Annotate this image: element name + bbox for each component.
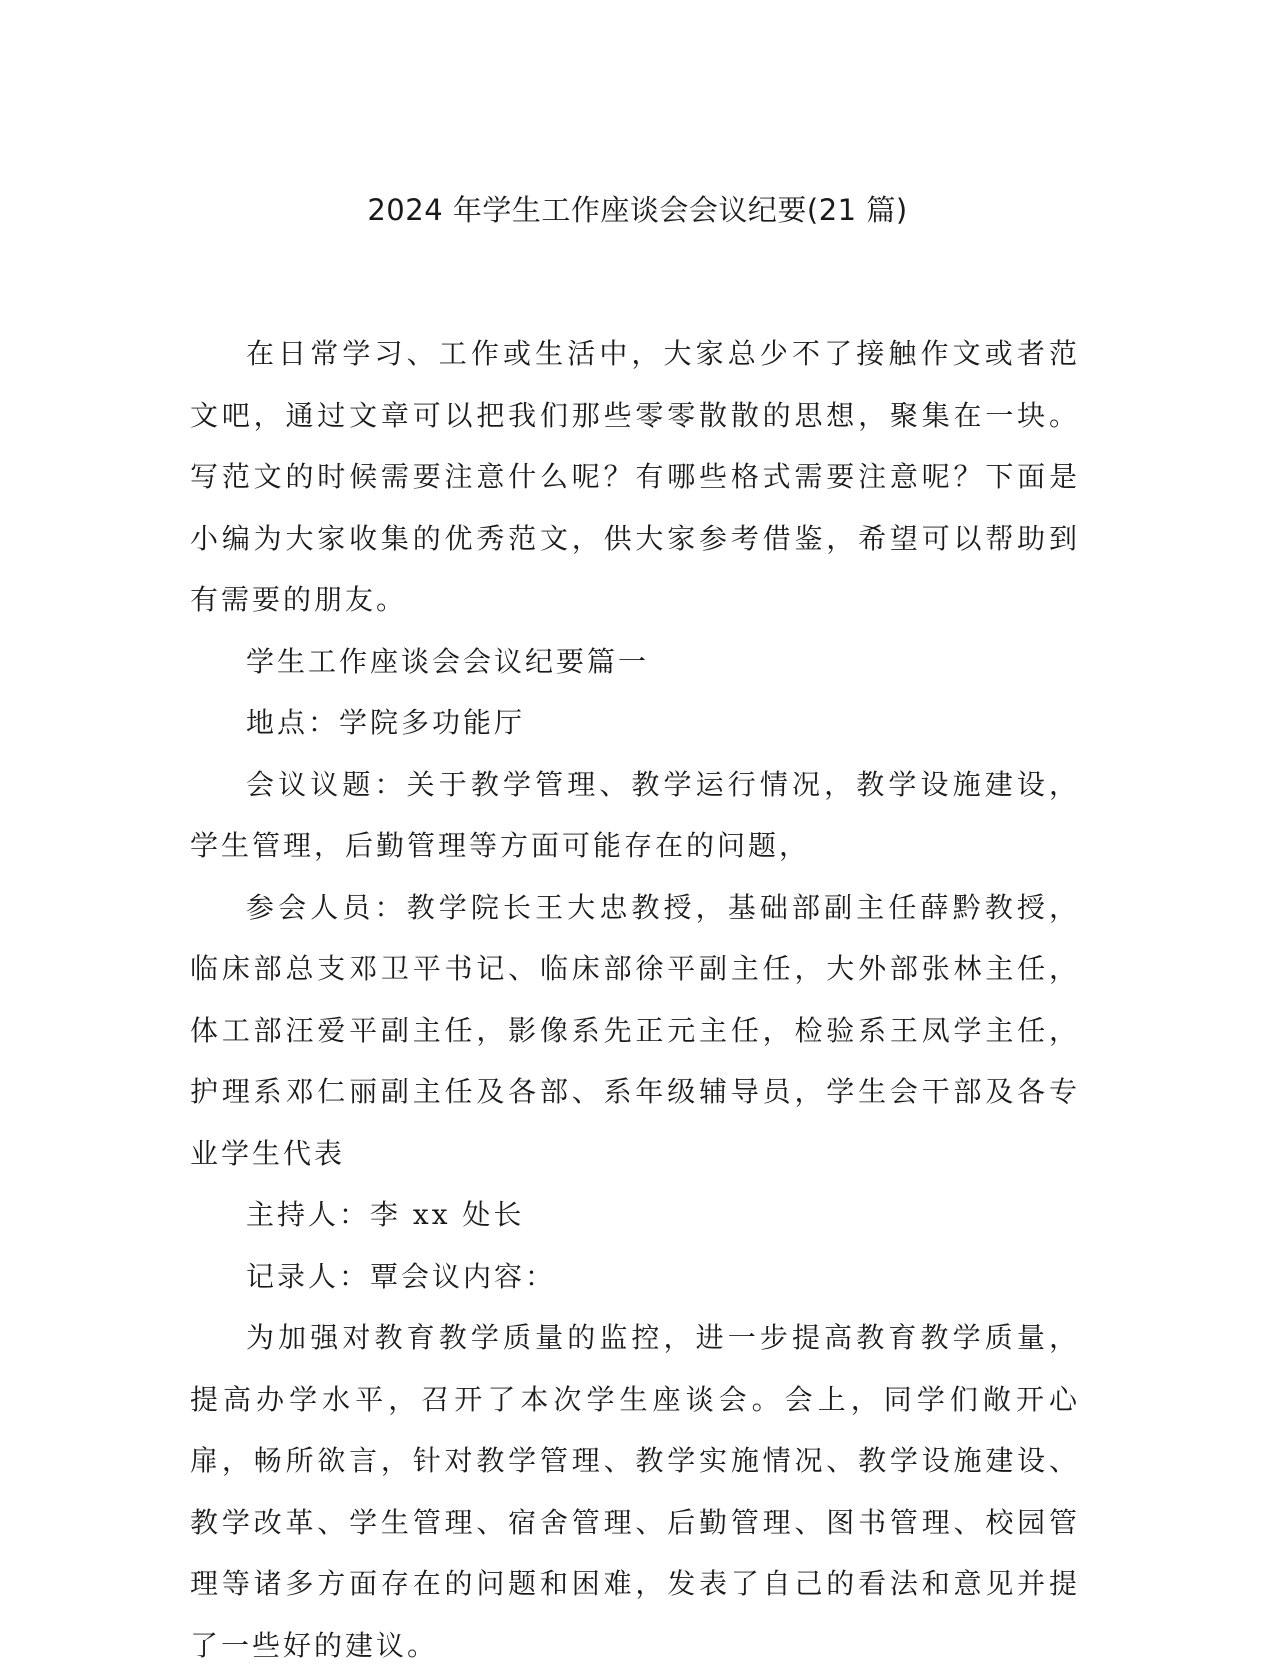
meeting-topic: 会议议题：关于教学管理、教学运行情况，教学设施建设，学生管理，后勤管理等方面可能存在的问题， [190, 767, 1080, 862]
meeting-host: 主持人：李 xx 处长 [246, 1198, 525, 1231]
meeting-location: 地点：学院多功能厅 [246, 706, 526, 739]
document-title: 2024 年学生工作座谈会会议纪要(21 篇) [367, 193, 908, 227]
document-body [190, 323, 1080, 1676]
meeting-attendees: 参会人员：教学院长王大忠教授，基础部副主任薛黔教授，临床部总支邓卫平书记、临床部徐平副主任，大外部张林主任，体工部汪爱平副主任，影像系先正元主任，检验系王凤学主任，护理系邓仁丽副主任及各部、系年级辅导员，学生会干部及各专业学生代表 [190, 890, 1080, 1170]
section-heading: 学生工作座谈会会议纪要篇一 [246, 644, 650, 678]
meeting-content-paragraph: 为加强对教育教学质量的监控，进一步提高教育教学质量，提高办学水平，召开了本次学生座谈会。会上，同学们敞开心扉，畅所欲言，针对教学管理、教学实施情况、教学设施建设、教学改革、学生管理、宿舍管理、后勤管理、图书管理、校园管理等诸多方面存在的问题和困难，发表了自己的看法和意见并提了一些好的建议。 [190, 1321, 1080, 1662]
intro-paragraph: 在日常学习、工作或生活中，大家总少不了接触作文或者范文吧，通过文章可以把我们那些零零散散的思想，聚集在一块。写范文的时候需要注意什么呢？有哪些格式需要注意呢？下面是小编为大家收集的优秀范文，供大家参考借鉴，希望可以帮助到有需要的朋友。 [190, 337, 1080, 616]
meeting-recorder: 记录人：覃会议内容： [246, 1259, 557, 1293]
